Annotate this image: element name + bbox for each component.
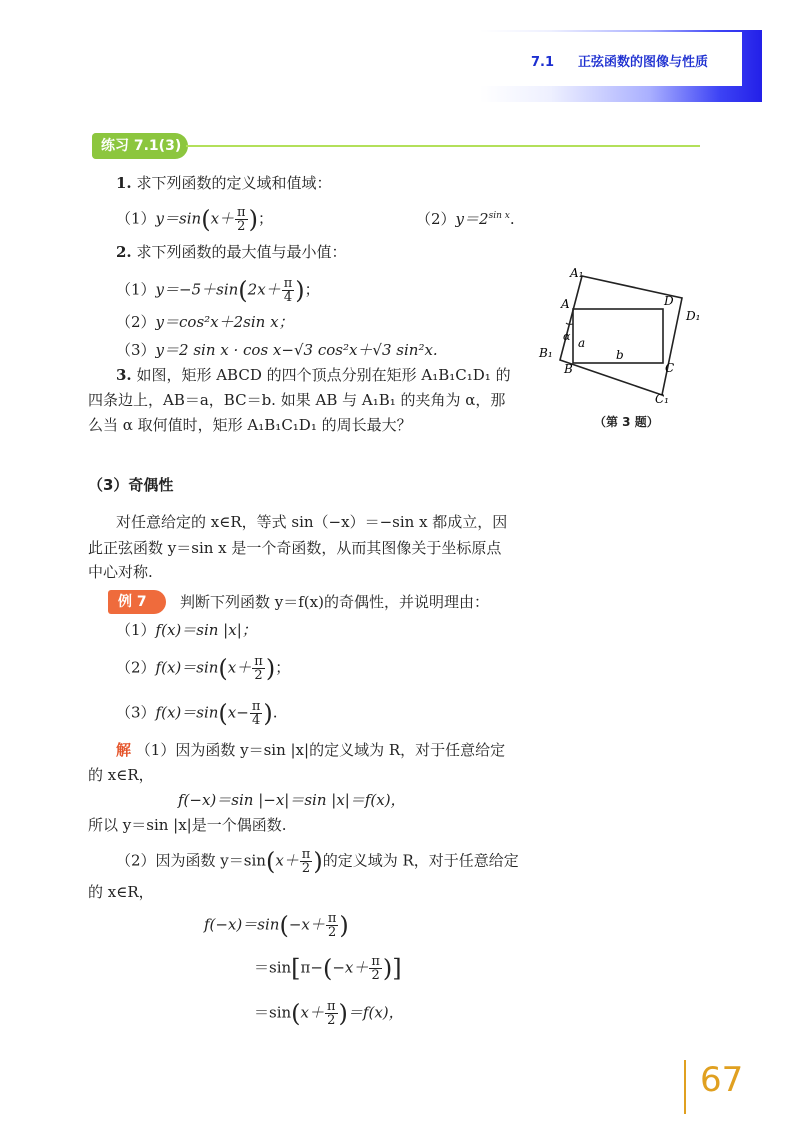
label-D1: D₁ [686,309,701,323]
label-C1: C₁ [655,392,669,406]
q2-part3: （3）y＝2 sin x · cos x−√3 cos²x＋√3 sin²x. [116,341,438,359]
page-number: 67 [700,1060,744,1100]
solution-label: 解 [116,741,132,759]
q3-line2: 四条边上，AB＝a，BC＝b. 如果 AB 与 A₁B₁ 的夹角为 α，那 [88,391,506,409]
label-b: b [616,348,624,362]
q2-part1: （1）y＝−5＋sin(2x＋ $\frac{\pi}{4}$ )； [116,276,320,305]
solution-eq1: f(−x)＝sin |−x|＝sin |x|＝f(x)， [178,791,406,809]
label-B: B [564,362,573,376]
solution-eq2-row2: ＝sin[π−(−x＋ $\frac{\pi}{2}$ )] [254,954,402,983]
figure-caption: （第 3 题） [594,415,659,429]
q3-line1: 3. 如图，矩形 ABCD 的四个顶点分别在矩形 A₁B₁C₁D₁ 的 [116,366,511,384]
rectangle-figure [530,262,730,412]
q3-line3: 么当 α 取何值时，矩形 A₁B₁C₁D₁ 的周长最大？ [88,416,412,434]
section-number: 7.1 [531,55,555,70]
label-C: C [665,361,675,375]
label-a: a [578,336,586,350]
q2-part2: （2）y＝cos²x＋2sin x； [116,313,294,331]
example-tab: 例 7 [108,590,166,614]
page-number-bar [684,1060,686,1114]
label-alpha: α [563,330,571,343]
q1-stem: 1. 求下列函数的定义域和值域： [116,174,332,192]
section-para-line3: 中心对称. [88,563,153,581]
label-D: D [664,294,674,308]
solution-eq2-row1: f(−x)＝sin(−x＋ $\frac{\pi}{2}$ ) [204,911,349,940]
example-stem: 判断下列函数 y＝f(x)的奇偶性，并说明理由： [180,593,489,611]
solution-part2-line2: 的 x∈R， [88,883,154,901]
exercise-tab: 练习 7.1(3) [92,133,188,159]
example-part2: （2）f(x)＝sin(x＋ $\frac{\pi}{2}$ )； [116,654,291,683]
example-part1: （1）f(x)＝sin |x|； [116,621,257,639]
label-A: A [561,297,570,311]
section-heading: （3）奇偶性 [88,476,174,494]
solution-line1: 解 （1）因为函数 y＝sin |x|的定义域为 R，对于任意给定 [116,741,506,759]
running-header [531,51,732,70]
solution-eq2-row3: ＝sin(x＋ $\frac{\pi}{2}$ )＝f(x)， [254,999,404,1028]
q2-stem: 2. 求下列函数的最大值与最小值： [116,243,347,261]
label-A1: A₁ [570,266,584,280]
section-para-line1: 对任意给定的 x∈R，等式 sin（−x）＝−sin x 都成立，因 [116,513,508,531]
q1-part1: （1）y＝sin(x＋ $\frac{\pi}{2}$ )； [116,205,273,234]
exercise-divider [186,145,700,147]
label-B1: B₁ [539,346,553,360]
solution-line2: 的 x∈R， [88,766,154,784]
example-part3: （3）f(x)＝sin(x− $\frac{\pi}{4}$ ). [116,699,278,728]
q1-part2: $(2)y=2^{sin x}$. [416,210,515,228]
section-title: 正弦函数的图像与性质 [578,55,709,70]
solution-conclusion1: 所以 y＝sin |x|是一个偶函数. [88,816,287,834]
section-para-line2: 此正弦函数 y＝sin x 是一个奇函数，从而其图像关于坐标原点 [88,539,502,557]
solution-part2: （2）因为函数 y＝sin(x＋ $\frac{\pi}{2}$ )的定义域为 R，对于任意给定 [116,847,519,876]
